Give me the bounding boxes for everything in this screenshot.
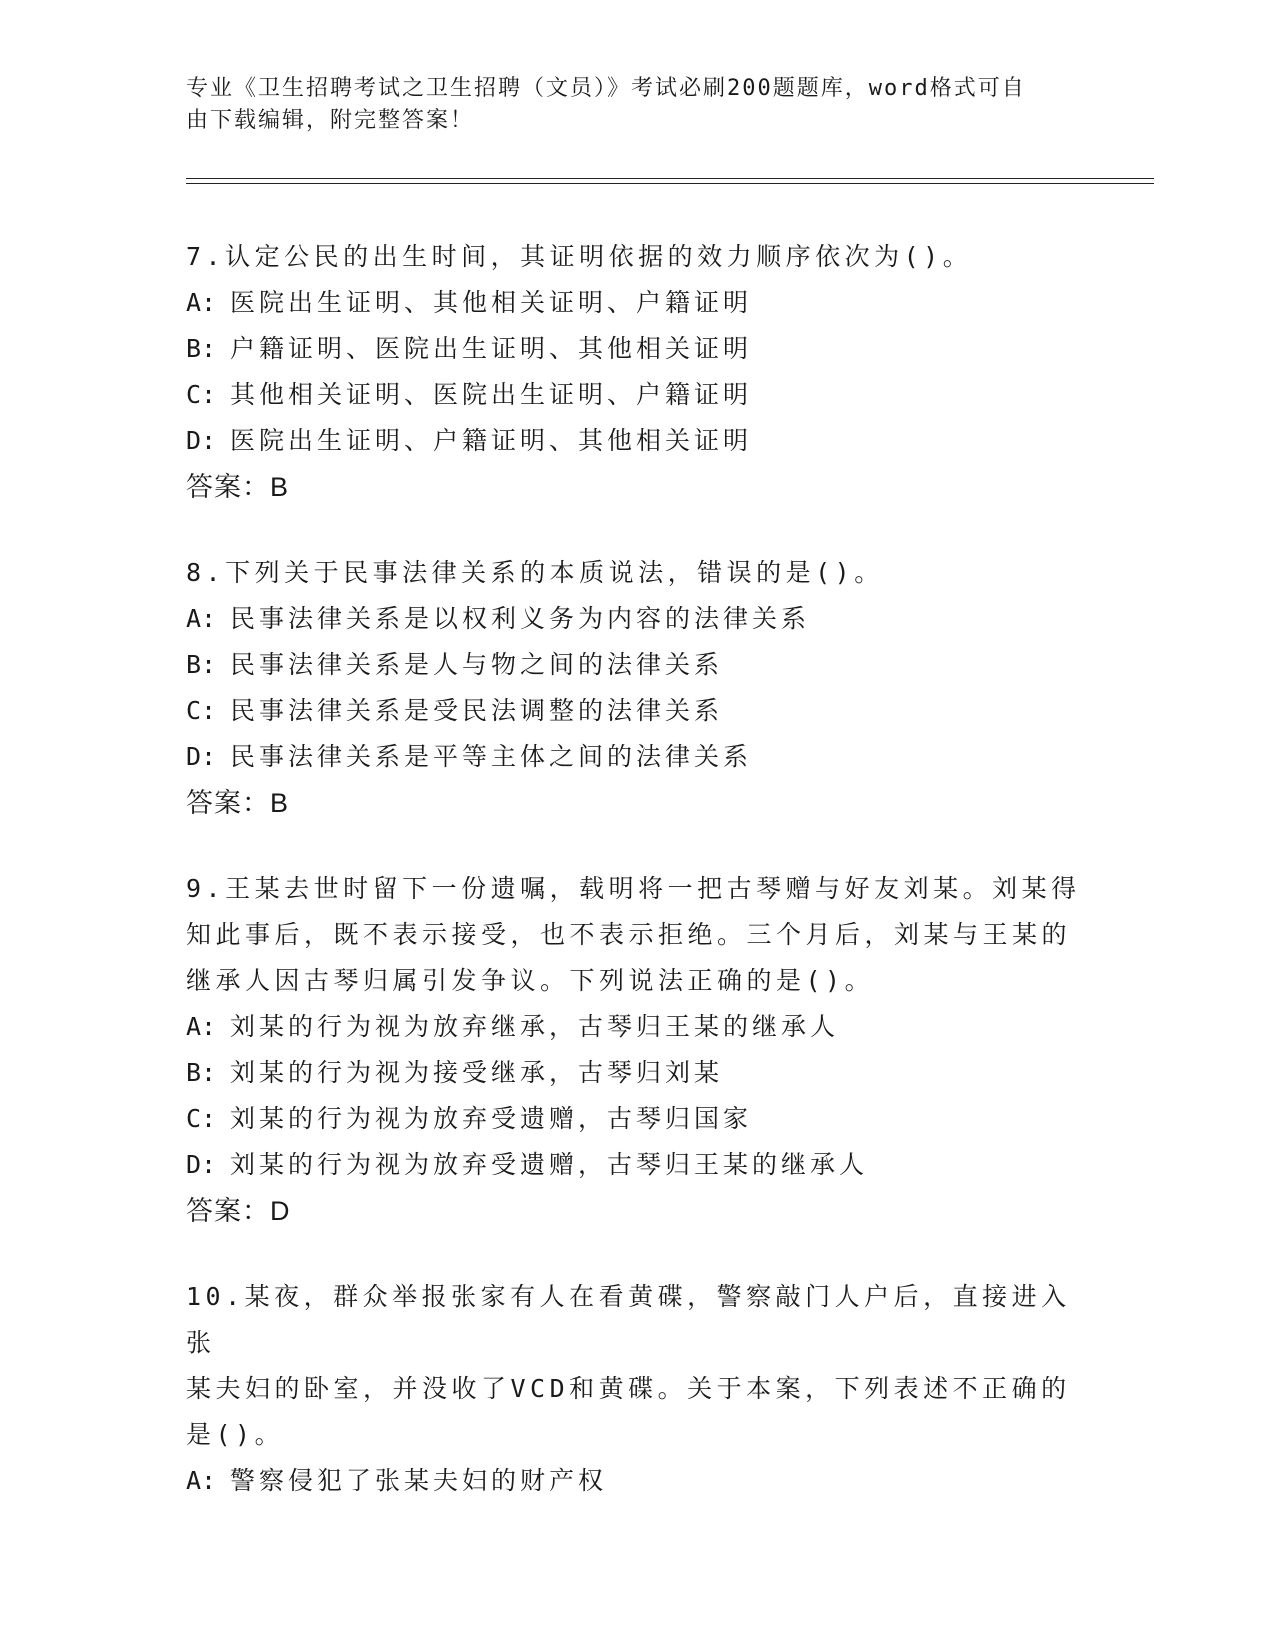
header-line-2: 由下载编辑，附完整答案！ xyxy=(186,108,475,133)
question-list xyxy=(186,234,1086,1544)
question-7 xyxy=(186,234,1086,510)
option-text: 民事法律关系是人与物之间的法律关系 xyxy=(230,650,724,679)
option-d xyxy=(186,734,1086,780)
option-c xyxy=(186,1096,1086,1142)
option-text: 医院出生证明、户籍证明、其他相关证明 xyxy=(230,426,753,455)
option-a xyxy=(186,1458,1086,1504)
option-c xyxy=(186,372,1086,418)
option-letter: A: xyxy=(186,1466,217,1495)
option-letter: C: xyxy=(186,696,217,725)
document-header xyxy=(186,73,1066,137)
question-text: 7.认定公民的出生时间，其证明依据的效力顺序依次为()。 xyxy=(186,242,973,271)
option-b xyxy=(186,1050,1086,1096)
question-9 xyxy=(186,866,1086,1234)
option-letter: B: xyxy=(186,334,217,363)
option-text: 其他相关证明、医院出生证明、户籍证明 xyxy=(230,380,753,409)
option-text: 刘某的行为视为接受继承，古琴归刘某 xyxy=(230,1058,724,1087)
answer: 答案：B xyxy=(186,472,290,502)
option-text: 民事法律关系是受民法调整的法律关系 xyxy=(230,696,724,725)
option-text: 户籍证明、医院出生证明、其他相关证明 xyxy=(230,334,753,363)
option-a xyxy=(186,596,1086,642)
answer: 答案：D xyxy=(186,1196,291,1226)
option-letter: D: xyxy=(186,742,217,771)
question-text-line-2: 某夫妇的卧室，并没收了VCD和黄碟。关于本案，下列表述不正确的 xyxy=(186,1374,1071,1403)
question-text-line-1: 10.某夜，群众举报张家有人在看黄碟，警察敲门人户后，直接进入张 xyxy=(186,1282,1071,1357)
question-10 xyxy=(186,1274,1086,1504)
question-text-line-2: 知此事后，既不表示接受，也不表示拒绝。三个月后，刘某与王某的 xyxy=(186,920,1072,949)
option-text: 民事法律关系是以权利义务为内容的法律关系 xyxy=(230,604,811,633)
option-text: 刘某的行为视为放弃继承，古琴归王某的继承人 xyxy=(230,1012,840,1041)
option-letter: A: xyxy=(186,1012,217,1041)
header-divider-bottom xyxy=(186,183,1154,184)
option-letter: D: xyxy=(186,426,217,455)
option-a xyxy=(186,280,1086,326)
header-divider-top xyxy=(186,178,1154,179)
option-text: 刘某的行为视为放弃受遗赠，古琴归国家 xyxy=(230,1104,753,1133)
option-text: 刘某的行为视为放弃受遗赠，古琴归王某的继承人 xyxy=(230,1150,869,1179)
option-text: 民事法律关系是平等主体之间的法律关系 xyxy=(230,742,753,771)
question-text-line-3: 是()。 xyxy=(186,1420,285,1449)
option-d xyxy=(186,418,1086,464)
option-b xyxy=(186,642,1086,688)
option-letter: C: xyxy=(186,380,217,409)
option-a xyxy=(186,1004,1086,1050)
answer: 答案：B xyxy=(186,788,290,818)
question-text-line-3: 继承人因古琴归属引发争议。下列说法正确的是()。 xyxy=(186,966,875,995)
option-d xyxy=(186,1142,1086,1188)
option-text: 医院出生证明、其他相关证明、户籍证明 xyxy=(230,288,753,317)
question-text-line-1: 9.王某去世时留下一份遗嘱，载明将一把古琴赠与好友刘某。刘某得 xyxy=(186,874,1081,903)
option-letter: D: xyxy=(186,1150,217,1179)
option-letter: B: xyxy=(186,1058,217,1087)
option-letter: C: xyxy=(186,1104,217,1133)
option-letter: A: xyxy=(186,288,217,317)
option-text: 警察侵犯了张某夫妇的财产权 xyxy=(230,1466,608,1495)
option-letter: B: xyxy=(186,650,217,679)
question-text: 8.下列关于民事法律关系的本质说法，错误的是()。 xyxy=(186,558,884,587)
question-8 xyxy=(186,550,1086,826)
option-letter: A: xyxy=(186,604,217,633)
option-c xyxy=(186,688,1086,734)
option-b xyxy=(186,326,1086,372)
header-line-1: 专业《卫生招聘考试之卫生招聘（文员）》考试必刷200题题库，word格式可自 xyxy=(186,76,1026,101)
